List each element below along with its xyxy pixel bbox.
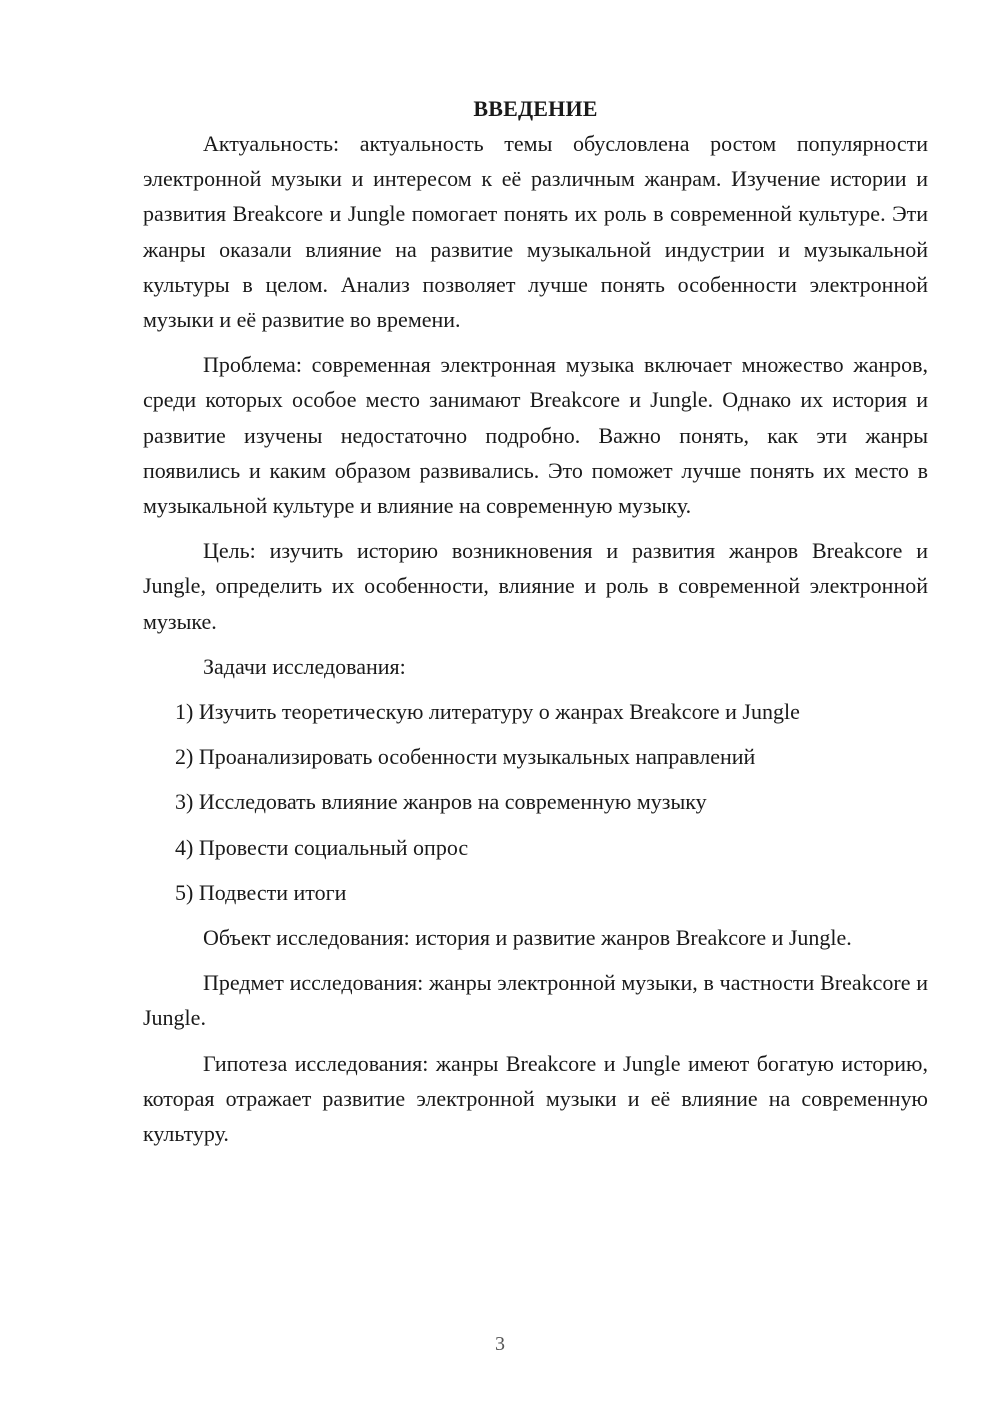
object-paragraph: Объект исследования: история и развитие жанров Breakcore и Jungle. <box>203 925 852 951</box>
task-item-4: 4) Провести социальный опрос <box>175 834 469 860</box>
task-item-2: 2) Проанализировать особенности музыкальных направлений <box>175 744 756 770</box>
tasks-heading: Задачи исследования: <box>203 653 406 679</box>
task-item-5: 5) Подвести итоги <box>175 879 347 905</box>
subject-paragraph: Предмет исследования: жанры электронной музыки, в частности Breakcore и Jungle. <box>143 970 928 1031</box>
hypothesis-paragraph: Гипотеза исследования: жанры Breakcore и Jungle имеют богатую историю, которая отражает развитие электронной музыки и её влияние на современную культуру. <box>143 1050 928 1147</box>
section-title: ВВЕДЕНИЕ <box>473 96 598 121</box>
relevance-paragraph: Актуальность: актуальность темы обусловлена ростом популярности электронной музыки и интересом к её различным жанрам. Изучение истории и развития Breakcore и Jungle помогает понять их роль в современной культуре. Эти жанры оказали влияние на развитие музыкальной индустрии и музыкальной культуры в целом. Анализ позволяет лучше понять особенности электронной музыки и её развитие во времени. <box>143 131 928 333</box>
task-item-1: 1) Изучить теоретическую литературу о жанрах Breakcore и Jungle <box>175 699 800 725</box>
page-content <box>143 92 928 1161</box>
tasks-list <box>143 694 928 910</box>
page-number: 3 <box>495 1333 505 1355</box>
goal-paragraph: Цель: изучить историю возникновения и развития жанров Breakcore и Jungle, определить их особенности, влияние и роль в современной электронной музыке. <box>143 538 928 634</box>
problem-paragraph: Проблема: современная электронная музыка включает множество жанров, среди которых особое место занимают Breakcore и Jungle. Однако их история и развитие изучены недостаточно подробно. Важно понять, как эти жанры появились и каким образом развивались. Это поможет лучше понять их место в музыкальной культуре и влияние на современную музыку. <box>143 352 928 519</box>
task-item-3: 3) Исследовать влияние жанров на современную музыку <box>175 789 707 815</box>
